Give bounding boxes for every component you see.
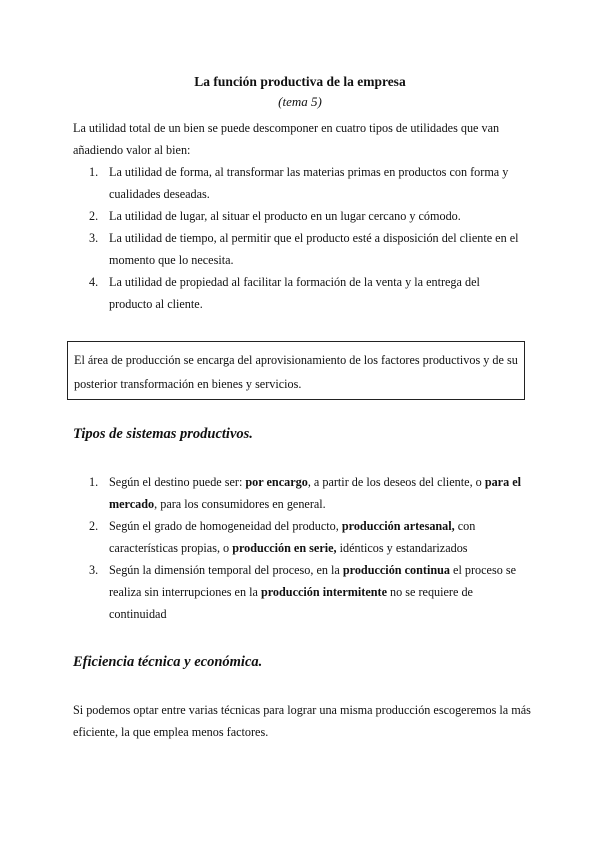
bold-term: producción artesanal,: [341, 519, 455, 533]
list-number: 1.: [89, 165, 99, 179]
bold-term: producción intermitente: [260, 585, 387, 599]
text-run: el proceso se realiza sin interrupciones en la: [109, 563, 516, 599]
box-text: El área de producción se encarga del aprovisionamiento de los factores productivos y de su posterior transformación en bienes y servicios.: [74, 353, 518, 391]
text-run: con características propias, o: [109, 519, 476, 555]
list-item: [73, 161, 523, 205]
list-item: [73, 515, 523, 559]
list-number: 3.: [89, 563, 99, 577]
list-number: 2.: [89, 519, 99, 533]
text-run: Según la dimensión temporal del proceso, en la: [109, 563, 343, 577]
list-item: [73, 559, 523, 625]
sistemas-list: [73, 471, 523, 625]
text-run: , a partir de los deseos del cliente, o: [307, 475, 485, 489]
bold-term: producción continua: [342, 563, 450, 577]
text-run: no se requiere de continuidad: [109, 585, 473, 621]
text-run: , para los consumidores en general.: [154, 497, 326, 511]
eficiencia-paragraph: Si podemos optar entre varias técnicas para lograr una misma producción escogeremos la más eficiente, la que emplea menos factores.: [73, 703, 531, 739]
list-number: 4.: [89, 275, 99, 289]
list-number: 1.: [89, 475, 99, 489]
bold-term: por encargo: [245, 475, 308, 489]
section-heading-sistemas: Tipos de sistemas productivos.: [73, 426, 253, 442]
section-heading-eficiencia: Eficiencia técnica y económica.: [73, 654, 263, 670]
list-item-text: La utilidad de forma, al transformar las materias primas en productos con forma y cualidades deseadas.: [109, 165, 509, 201]
bold-term: para el mercado: [109, 475, 522, 511]
list-item: [73, 271, 523, 315]
list-item-text: La utilidad de propiedad al facilitar la formación de la venta y la entrega del producto al cliente.: [109, 275, 480, 311]
list-item: [73, 205, 523, 227]
production-area-box: [67, 341, 525, 400]
page-title: La función productiva de la empresa: [194, 74, 406, 89]
text-run: idénticos y estandarizados: [336, 541, 468, 555]
text-run: Según el grado de homogeneidad del producto,: [109, 519, 342, 533]
list-number: 3.: [89, 231, 99, 245]
list-item: [73, 471, 523, 515]
intro-paragraph: La utilidad total de un bien se puede descomponer en cuatro tipos de utilidades que van añadiendo valor al bien:: [73, 121, 500, 157]
page-subtitle: (tema 5): [278, 94, 322, 109]
list-item: [73, 227, 523, 271]
text-run: Según el destino puede ser:: [109, 475, 246, 489]
list-item-text: La utilidad de tiempo, al permitir que el producto esté a disposición del cliente en el momento que lo necesita.: [109, 231, 519, 267]
list-number: 2.: [89, 209, 99, 223]
bold-term: producción en serie,: [232, 541, 337, 555]
list-item-text: La utilidad de lugar, al situar el producto en un lugar cercano y cómodo.: [109, 209, 461, 223]
utilities-list: [73, 161, 523, 315]
